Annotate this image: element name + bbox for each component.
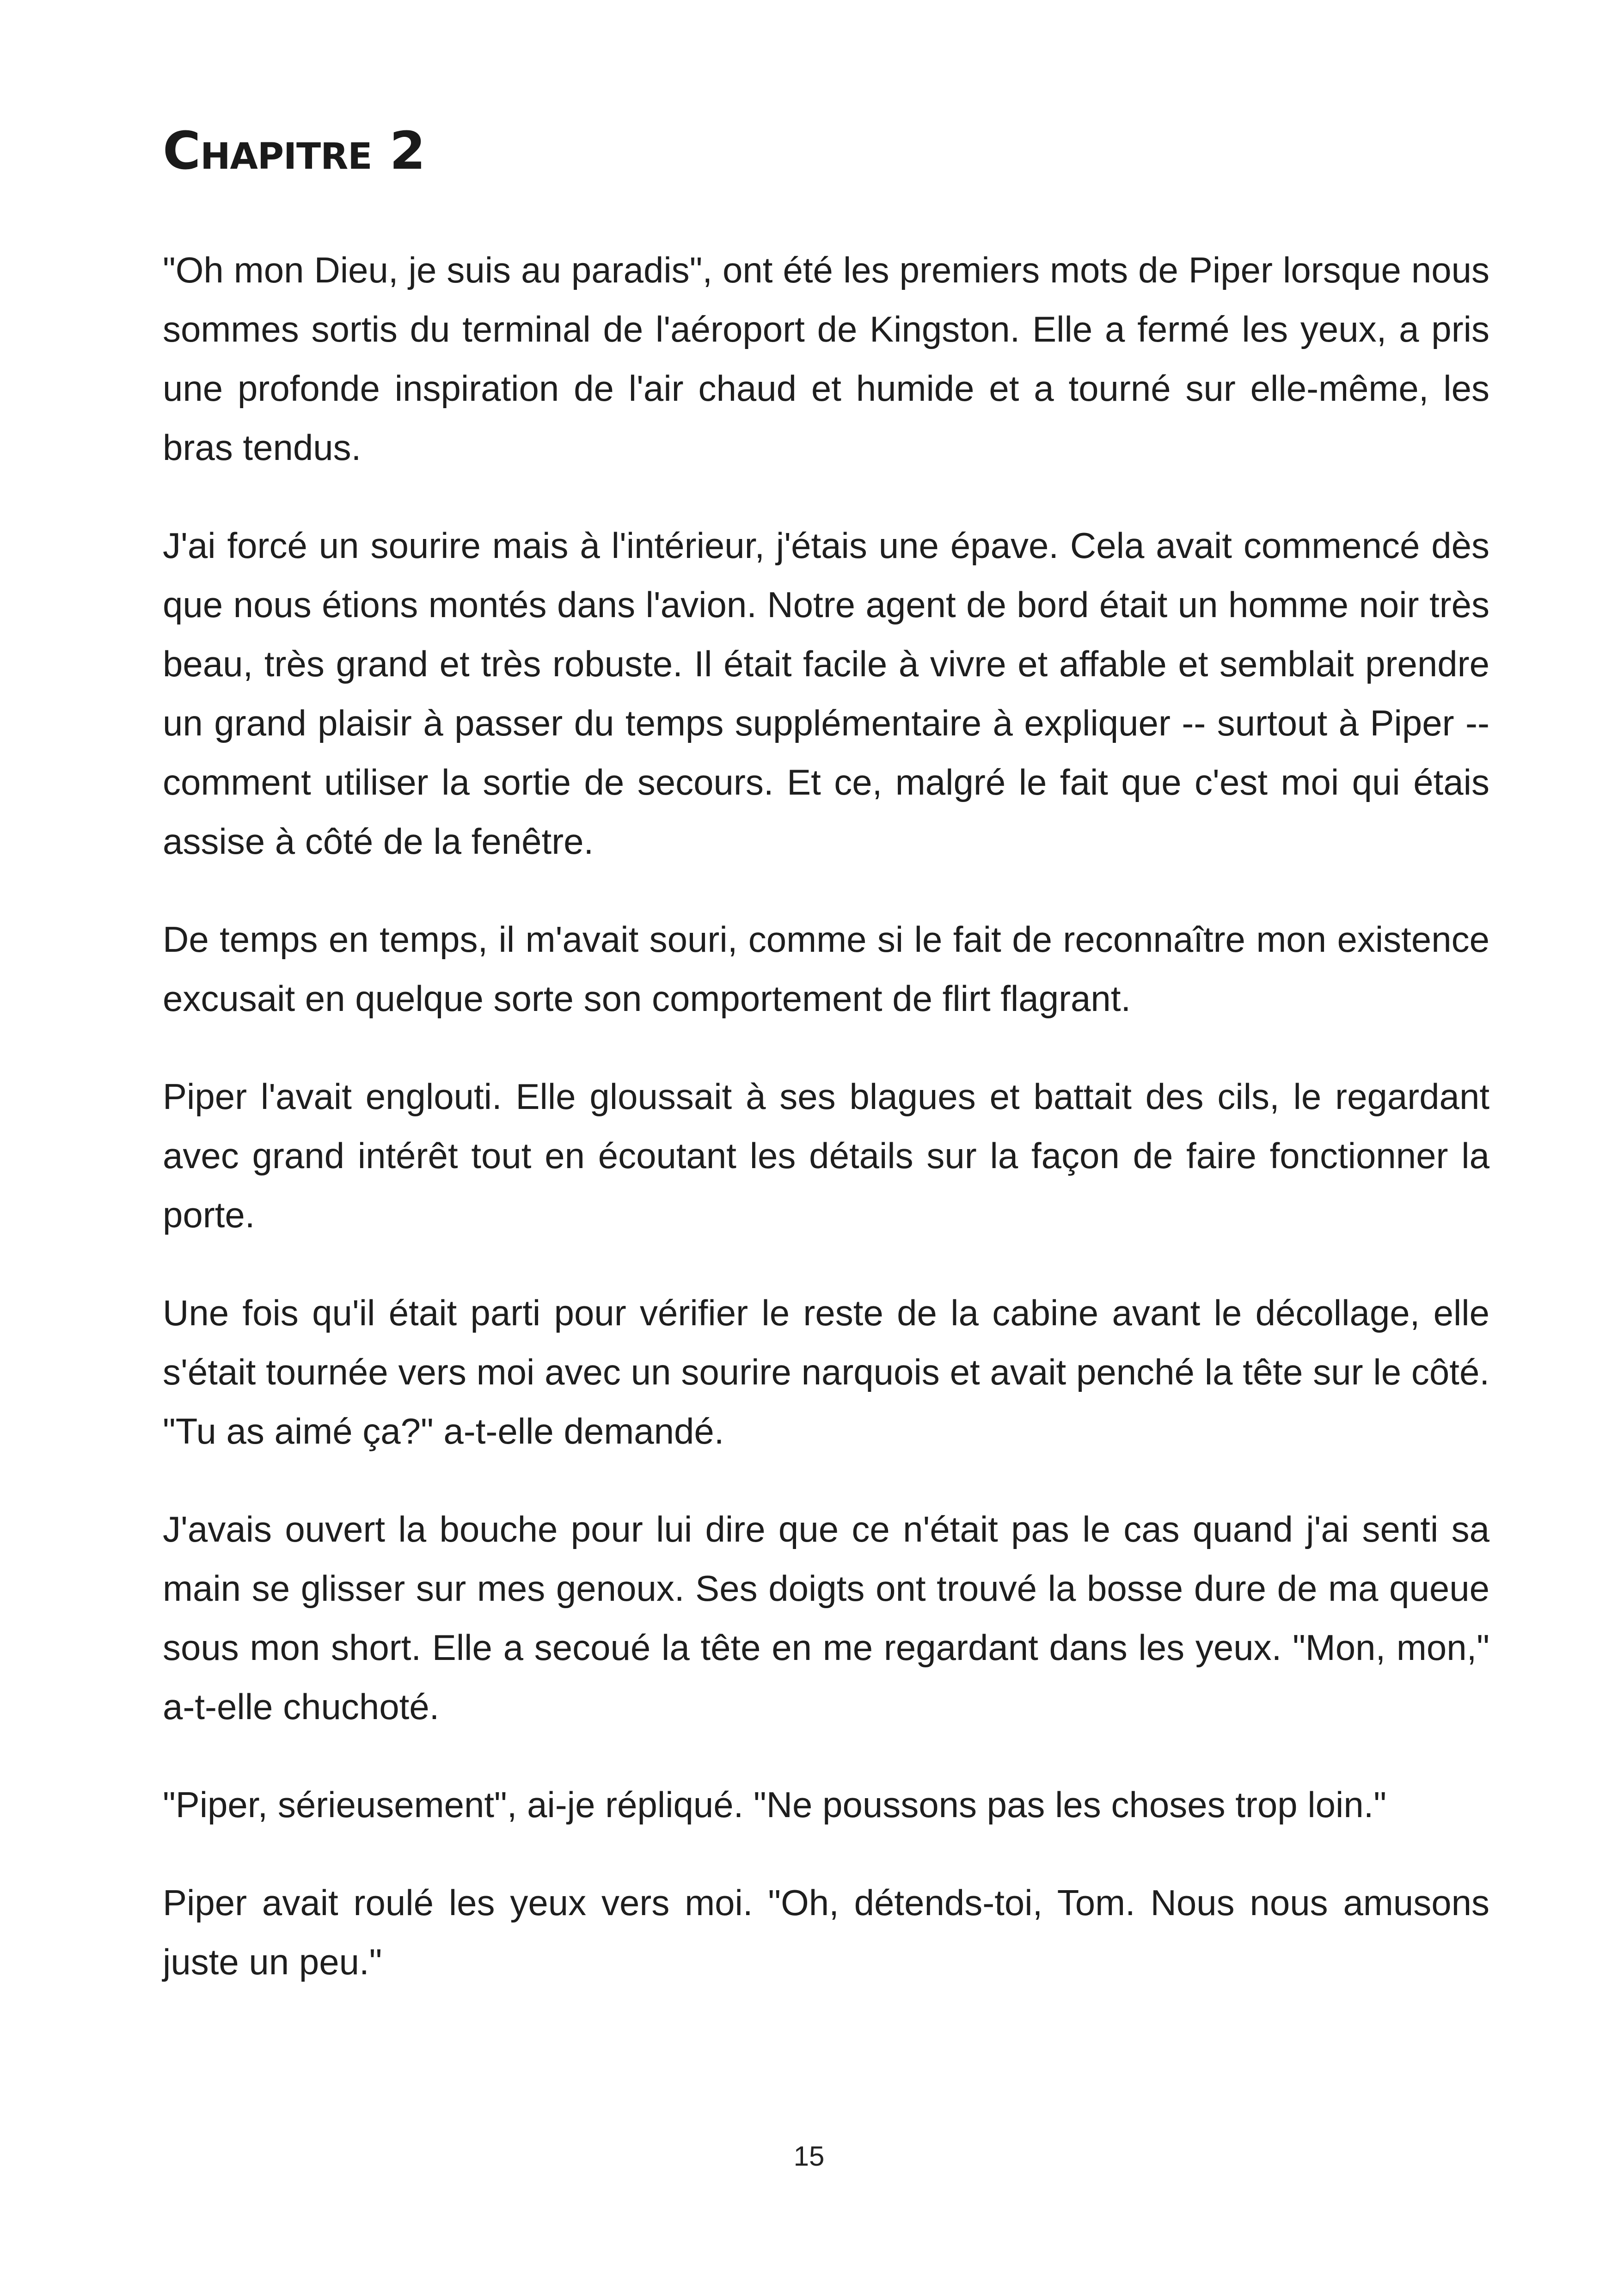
paragraph-3: De temps en temps, il m'avait souri, comme si le fait de reconnaître mon existence excusait en quelque sorte son comportement de flirt flagrant. xyxy=(163,919,1489,1019)
paragraph-7: "Piper, sérieusement", ai-je répliqué. "Ne poussons pas les choses trop loin." xyxy=(163,1784,1387,1825)
page-number: 15 xyxy=(793,2141,825,2172)
chapter-body xyxy=(163,240,1489,2030)
paragraph-4: Piper l'avait englouti. Elle gloussait à ses blagues et battait des cils, le regardant avec grand intérêt tout en écoutant les détails sur la façon de faire fonctionner la porte. xyxy=(163,1076,1489,1235)
paragraph-6: J'avais ouvert la bouche pour lui dire que ce n'était pas le cas quand j'ai senti sa main se glisser sur mes genoux. Ses doigts ont trouvé la bosse dure de ma queue sous mon short. Elle a secoué la tête en me regardant dans les yeux. "Mon, mon," a-t-elle chuchoté. xyxy=(163,1509,1489,1727)
chapter-title: Chapitre 2 xyxy=(163,121,425,181)
paragraph-5: Une fois qu'il était parti pour vérifier le reste de la cabine avant le décollage, elle s'était tournée vers moi avec un sourire narquois et avait penché la tête sur le côté. "Tu as aimé ça?" a-t-elle demandé. xyxy=(163,1292,1489,1451)
paragraph-1: "Oh mon Dieu, je suis au paradis", ont été les premiers mots de Piper lorsque nous sommes sortis du terminal de l'aéroport de Kingston. Elle a fermé les yeux, a pris une profonde inspiration de l'air chaud et humide et a tourné sur elle-même, les bras tendus. xyxy=(163,250,1489,468)
paragraph-2: J'ai forcé un sourire mais à l'intérieur, j'étais une épave. Cela avait commencé dès que nous étions montés dans l'avion. Notre agent de bord était un homme noir très beau, très grand et très robuste. Il était facile à vivre et affable et semblait prendre un grand plaisir à passer du temps supplémentaire à expliquer -- surtout à Piper -- comment utiliser la sortie de secours. Et ce, malgré le fait que c'est moi qui étais assise à côté de la fenêtre. xyxy=(163,525,1489,862)
paragraph-8: Piper avait roulé les yeux vers moi. "Oh, détends-toi, Tom. Nous nous amusons juste un peu." xyxy=(163,1882,1489,1982)
